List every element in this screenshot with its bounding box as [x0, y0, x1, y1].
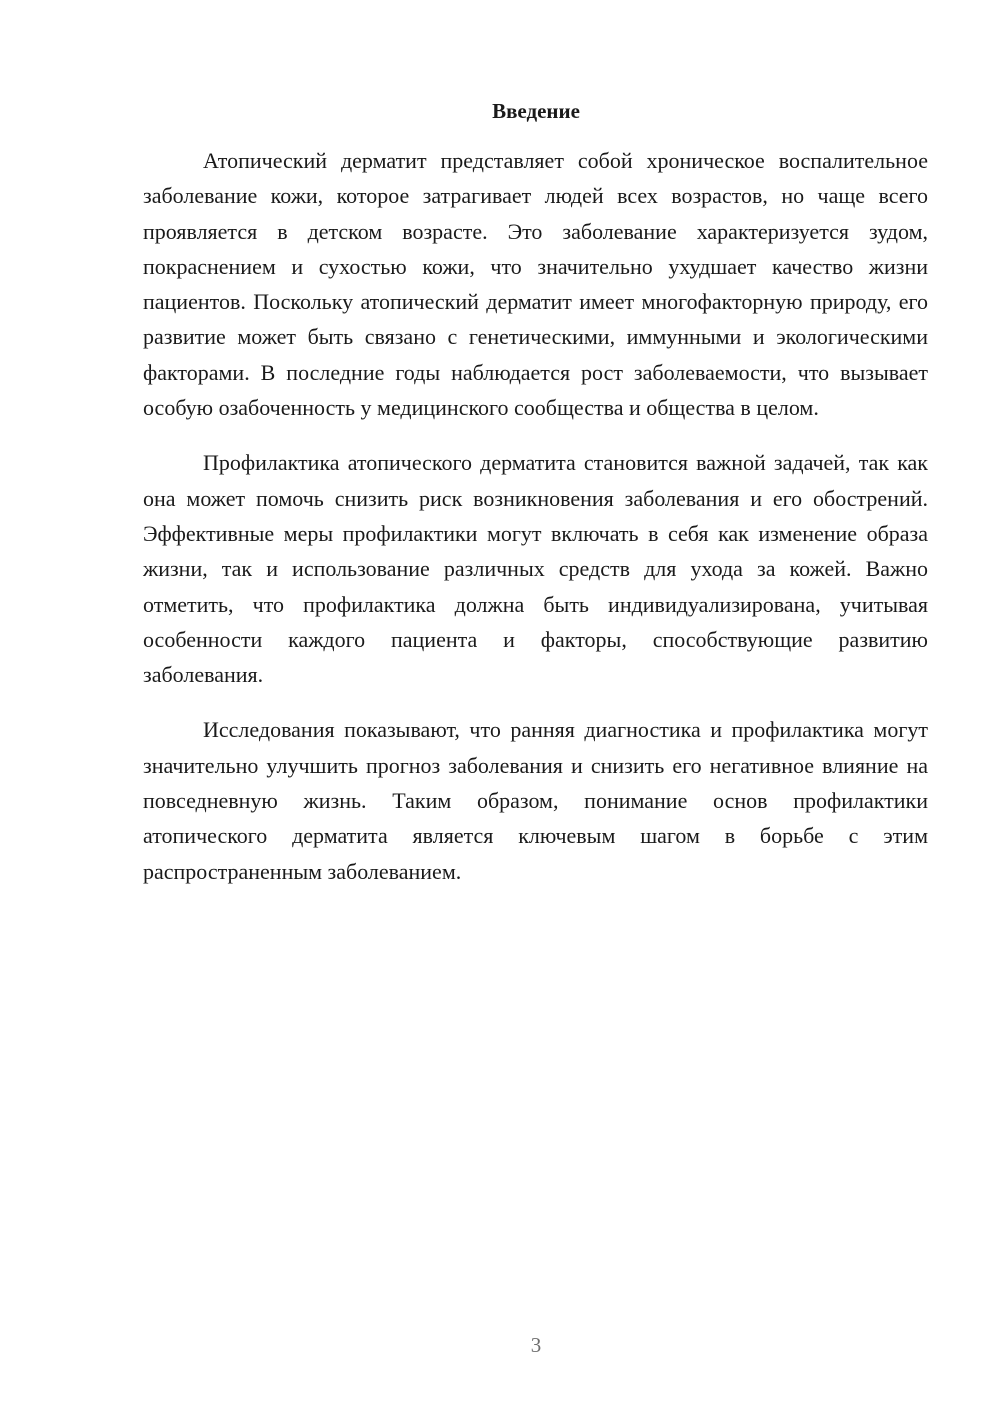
- section-heading: Введение: [492, 99, 580, 123]
- paragraph-1: Атопический дерматит представляет собой хроническое воспалительное заболевание кожи, которое затрагивает людей всех возрастов, но чаще всего проявляется в детском возрасте. Это заболевание характеризуется зудом, покраснением и сухостью кожи, что значительно ухудшает качество жизни пациентов. Поскольку атопический дерматит имеет многофакторную природу, его развитие может быть связано с генетическими, иммунными и экологическими факторами. В последние годы наблюдается рост заболеваемости, что вызывает особую озабоченность у медицинского сообщества и общества в целом.: [143, 148, 928, 421]
- paragraph-3: Исследования показывают, что ранняя диагностика и профилактика могут значительно улучшить прогноз заболевания и снизить его негативное влияние на повседневную жизнь. Таким образом, понимание основ профилактики атопического дерматита является ключевым шагом в борьбе с этим распространенным заболеванием.: [143, 717, 928, 884]
- paragraph-2: Профилактика атопического дерматита становится важной задачей, так как она может помочь снизить риск возникновения заболевания и его обострений. Эффективные меры профилактики могут включать в себя как изменение образа жизни, так и использование различных средств для ухода за кожей. Важно отметить, что профилактика должна быть индивидуализирована, учитывая особенности каждого пациента и факторы, способствующие развитию заболевания.: [143, 450, 928, 688]
- page-number: 3: [530, 1333, 542, 1357]
- body-text: [143, 143, 928, 909]
